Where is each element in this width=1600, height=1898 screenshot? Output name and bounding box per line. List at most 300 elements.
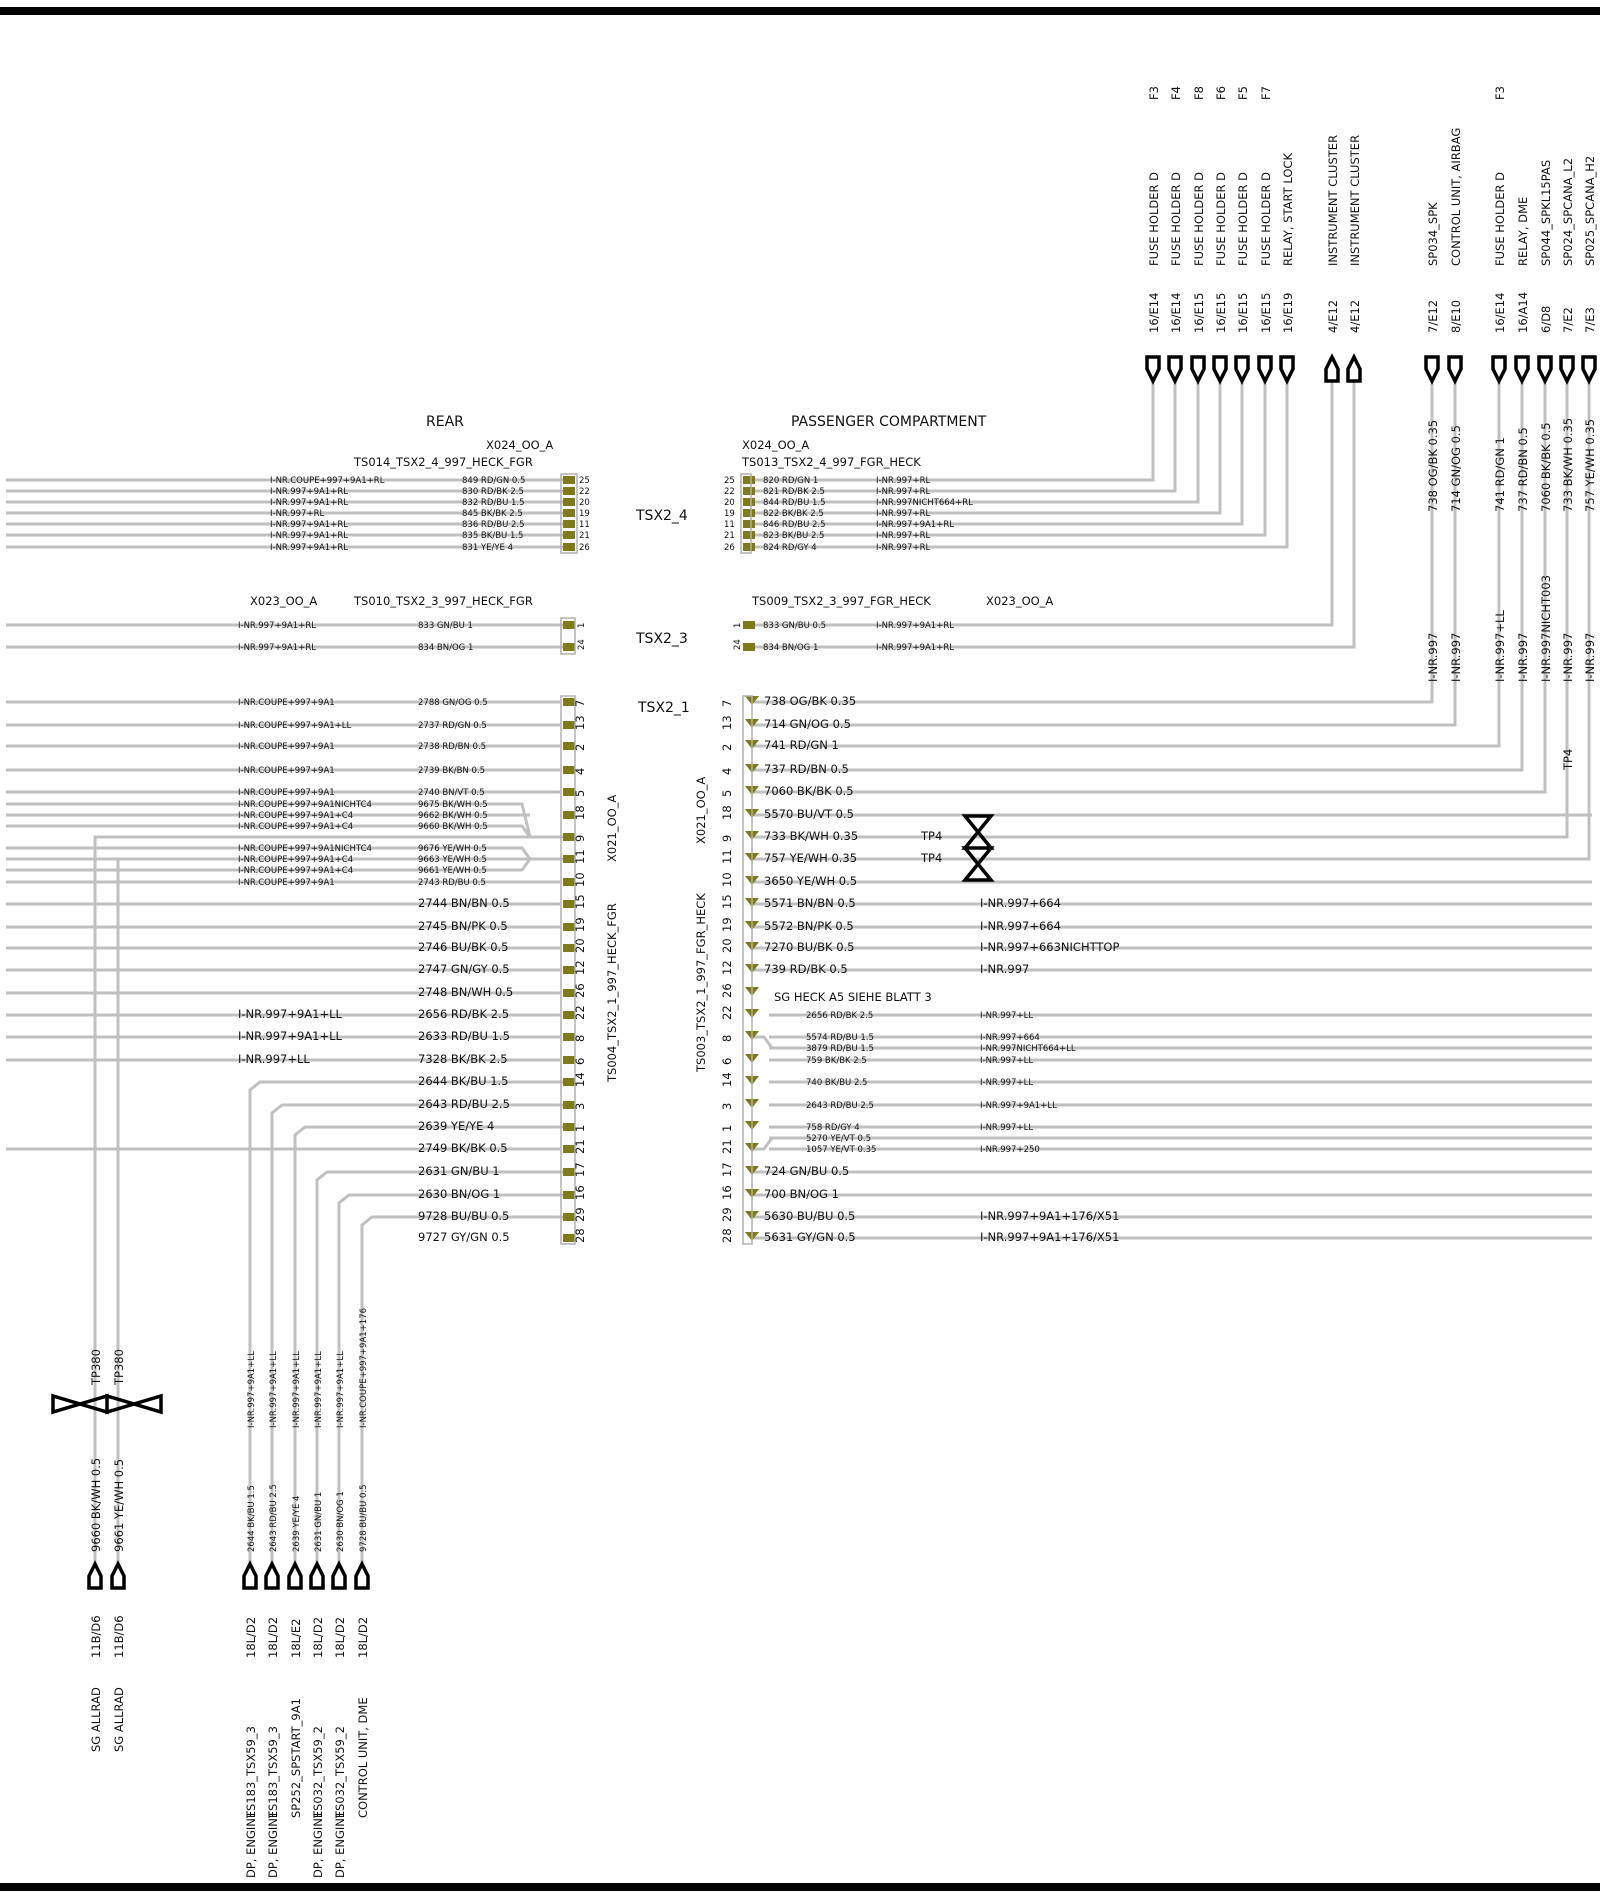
connector-pointer-down-icon [1192, 357, 1204, 381]
tsx2-1-right-inr-label: I-NR.997+9A1+LL [980, 1101, 1057, 1111]
tsx2-1-right-wire-label: 5572 BN/PK 0.5 [764, 919, 854, 933]
bottom-dest-name: TS183_TSX59_3 [266, 1726, 280, 1818]
tsx2-1-right-inr-label: I-NR.997+LL [980, 1078, 1034, 1088]
tsx2-1-left-pin-label: 21 [573, 1139, 587, 1154]
bottom-dest-name: SP252_SPSTART_9A1 [289, 1698, 303, 1818]
tsx2-4-right-pin-label: 19 [724, 509, 735, 519]
connector-pointer-down-icon [1426, 357, 1438, 381]
tsx2-1-right-inr-label: I-NR.997+664 [980, 896, 1061, 910]
tsx2-1-left-pin-label: 6 [573, 1057, 587, 1065]
bottom-wire-label: 9660 BK/WH 0.5 [89, 1457, 103, 1552]
tsx2-1-left-pin-label: 12 [573, 960, 587, 975]
bottom-engine-wire [362, 1217, 565, 1565]
tsx2-1-right-wire [754, 381, 1455, 725]
tsx2-4-left-inr-label: I-NR.COUPE+997+9A1+RL [270, 476, 385, 486]
tsx2-1-left-inr-label: I-NR.997+LL [238, 1052, 310, 1066]
tsx2-1-right-wire-label: 757 YE/WH 0.35 [764, 851, 858, 865]
tsx2-1-right-wire-label: 758 RD/GY 4 [806, 1123, 860, 1133]
tsx2-4-left-inr-label: I-NR.997+RL [270, 509, 325, 519]
tsx2-1-left-splice [510, 859, 530, 870]
bottom-dest-name: TS032_TSX59_2 [333, 1726, 347, 1818]
tsx2-1-left-pin-label: 16 [573, 1185, 587, 1200]
tsx2-1-left-pin-label: 18 [573, 805, 587, 820]
connector-pointer-down-icon [1539, 357, 1551, 381]
tsx2-1-right-pin-label: 4 [720, 767, 734, 775]
tsx2-1-right-pin-label: 16 [720, 1185, 734, 1200]
tsx2-1-right-inr-label: I-NR.997 [980, 962, 1030, 976]
tsx2-1-right-pin-label: 18 [720, 805, 734, 820]
top-wire-color-label: 733 BK/WH 0.35 [1561, 417, 1575, 512]
tsx2-4-right-pin-label: 11 [724, 520, 735, 530]
tsx2-4-left-pin-label: 20 [579, 498, 590, 508]
tsx2-1-left-pin-label: 15 [573, 894, 587, 909]
top-dest-name: FUSE HOLDER D [1192, 172, 1206, 266]
tsx2-1-right-pin-label: 2 [720, 743, 734, 751]
top-dest-name: FUSE HOLDER D [1214, 172, 1228, 266]
x021-left-label: X021_OO_A [605, 794, 619, 862]
tp380-label: TP380 [89, 1349, 103, 1385]
top-dest-name: FUSE HOLDER D [1147, 172, 1161, 266]
tsx2-4-left-wire-label: 832 RD/BU 1.5 [462, 498, 525, 508]
tsx2-1-left-inr-label: I-NR.COUPE+997+9A1 [238, 788, 335, 798]
tsx2-1-right-wire-label: 740 BK/BU 2.5 [806, 1078, 868, 1088]
bottom-inr-label: I-NR.997+9A1+LL [269, 1351, 279, 1428]
connector-pointer-down-icon [1236, 357, 1248, 381]
tsx2-1-right-wire [754, 381, 1522, 770]
tsx2-1-right-wire-label: 2643 RD/BU 2.5 [806, 1101, 874, 1111]
tsx2-1-left-wire-label: 2739 BK/BN 0.5 [418, 766, 486, 776]
tsx2-1-left-wire-label: 7328 BK/BK 2.5 [418, 1052, 508, 1066]
connector-pointer-down-icon [1449, 357, 1461, 381]
x023-left-label: X023_OO_A [250, 594, 318, 608]
tsx2-1-right-wire-label: 5574 RD/BU 1.5 [806, 1033, 874, 1043]
tsx2-1-right-inr-label: I-NR.997NICHT664+LL [980, 1044, 1076, 1054]
tsx2-4-left-wire-label: 849 RD/GN 0.5 [462, 476, 526, 486]
tsx2-1-right-pin-label: 19 [720, 917, 734, 932]
tsx2-1-left-wire-label: 9675 BK/WH 0.5 [418, 800, 488, 810]
bottom-inr-label: I-NR.COUPE+997+9A1+176 [359, 1307, 369, 1428]
top-dest-ref: 16/E15 [1259, 292, 1273, 333]
tsx2-3-right-pin [743, 621, 755, 629]
tsx2-1-right-wire-label: 3650 YE/WH 0.5 [764, 874, 858, 888]
tsx2-1-left-pin-label: 7 [573, 699, 587, 707]
bottom-dest-prefix: DP, ENGINE [333, 1810, 347, 1878]
tsx2-1-left-pin-label: 22 [573, 1005, 587, 1020]
tsx2-1-right-pin-label: 29 [720, 1207, 734, 1222]
tsx2-4-right-wire-label: 846 RD/BU 2.5 [763, 520, 826, 530]
tsx2-4-left-pin [563, 520, 575, 528]
tsx2-1-right-wire-label: 7270 BU/BK 0.5 [764, 940, 855, 954]
bottom-dest-name: TS032_TSX59_2 [311, 1726, 325, 1818]
tsx2-1-right-pin-label: 10 [720, 872, 734, 887]
tsx2-1-right-inr-label: I-NR.997+664 [980, 1033, 1040, 1043]
tsx2-4-right-wire [745, 381, 1175, 491]
tsx2-1-left-wire-label: 2745 BN/PK 0.5 [418, 919, 508, 933]
tsx2-3-right-inr-label: I-NR.997+9A1+RL [876, 621, 954, 631]
top-fuse-label: F6 [1214, 86, 1228, 100]
tsx2-1-right-pin-label: 7 [720, 699, 734, 707]
connector-pointer-up-icon [89, 1564, 101, 1588]
tsx2-3-left-pin-label: 24 [577, 639, 587, 650]
tsx2-1-right-wire-label: 5631 GY/GN 0.5 [764, 1230, 856, 1244]
top-fuse-label: F3 [1493, 86, 1507, 100]
x024-right-label: X024_OO_A [742, 438, 810, 452]
tsx2-1-right-wire-label: 1057 YE/VT 0.35 [806, 1145, 877, 1155]
tsx2-4-left-pin [563, 543, 575, 551]
tsx2-4-left-wire-label: 830 RD/BK 2.5 [462, 487, 524, 497]
tsx2-3-label: TSX2_3 [636, 631, 688, 647]
tsx2-1-left-pin-label: 10 [573, 872, 587, 887]
bottom-wire-label: 2631 GN/BU 1 [314, 1491, 324, 1552]
top-wire-inr-label: I-NR.997 [1516, 632, 1530, 682]
ts013-label: TS013_TSX2_4_997_FGR_HECK [742, 455, 921, 469]
tsx2-1-right-pin-label: 3 [720, 1102, 734, 1110]
tsx2-4-right-inr-label: I-NR.997+RL [876, 531, 931, 541]
tsx2-4-right-inr-label: I-NR.997NICHT664+RL [876, 498, 973, 508]
tsx2-1-left-pin-label: 9 [573, 834, 587, 842]
tsx2-1-left-inr-label: I-NR.COUPE+997+9A1 [238, 698, 335, 708]
tsx2-3-right-wire-label: 834 BN/OG 1 [763, 643, 819, 653]
tsx2-1-left-inr-label: I-NR.COUPE+997+9A1NICHTC4 [238, 800, 372, 810]
tsx2-4-left-inr-label: I-NR.997+9A1+RL [270, 520, 348, 530]
tp380-label: TP380 [112, 1349, 126, 1385]
tsx2-1-left-pin-label: 17 [573, 1162, 587, 1177]
bottom-dest-name: TS183_TSX59_3 [244, 1726, 258, 1818]
tsx2-1-left-wire-label: 9660 BK/WH 0.5 [418, 822, 488, 832]
top-dest-name: FUSE HOLDER D [1259, 172, 1273, 266]
ts003-label: TS003_TSX2_1_997_FGR_HECK [694, 893, 708, 1072]
top-dest-name: CONTROL UNIT, AIRBAG [1449, 127, 1463, 266]
top-dest-name: FUSE HOLDER D [1236, 172, 1250, 266]
bottom-dest-prefix: DP, ENGINE [266, 1810, 280, 1878]
tsx2-3-left-pin-label: 1 [577, 622, 587, 628]
tsx2-4-right-inr-label: I-NR.997+9A1+RL [876, 520, 954, 530]
tsx2-4-left-wire-label: 835 BK/BU 1.5 [462, 531, 524, 541]
tsx2-4-left-pin-label: 25 [579, 476, 590, 486]
connector-pointer-down-icon [1516, 357, 1528, 381]
tsx2-1-right-wire-label: 724 GN/BU 0.5 [764, 1164, 850, 1178]
top-fuse-label: F4 [1169, 86, 1183, 100]
tsx2-1-left-wire-label: 2788 GN/OG 0.5 [418, 698, 488, 708]
top-wire-inr-label: I-NR.997 [1561, 632, 1575, 682]
tsx2-1-left-pin-label: 4 [573, 767, 587, 775]
x023-right-label: X023_OO_A [986, 594, 1054, 608]
bottom-dest-name: SG ALLRAD [112, 1687, 126, 1752]
tsx2-1-left-pin-label: 26 [573, 983, 587, 998]
tsx2-4-left-pin [563, 498, 575, 506]
tsx2-4-right-pin-label: 21 [724, 531, 735, 541]
bottom-wire-label: 2643 RD/BU 2.5 [269, 1484, 279, 1552]
tsx2-4-label: TSX2_4 [636, 508, 688, 524]
tsx2-1-right-pin-label: 13 [720, 715, 734, 730]
tsx2-1-left-wire-label: 2747 GN/GY 0.5 [418, 962, 510, 976]
tsx2-4-left-pin-label: 26 [579, 543, 590, 553]
tp380-splice-icon [53, 1396, 161, 1412]
top-wire-color-label: 741 RD/GN 1 [1493, 437, 1507, 512]
top-fuse-label: F3 [1147, 86, 1161, 100]
bottom-dest-ref: 11B/D6 [112, 1615, 126, 1658]
tsx2-1-left-wire-label: 2656 RD/BK 2.5 [418, 1007, 510, 1021]
bottom-dest-ref: 11B/D6 [89, 1615, 103, 1658]
tsx2-3-left-inr-label: I-NR.997+9A1+RL [238, 643, 316, 653]
tsx2-1-right-wire-label: 738 OG/BK 0.35 [764, 694, 857, 708]
tsx2-1-right-inr-label: I-NR.997+LL [980, 1123, 1034, 1133]
top-wire-color-label: 757 YE/WH 0.35 [1583, 418, 1597, 512]
tsx2-1-right-wire [754, 381, 1499, 746]
top-fuse-label: F7 [1259, 86, 1273, 100]
tsx2-4-right-pin [743, 520, 755, 528]
tsx2-1-right-pin-label: 22 [720, 1005, 734, 1020]
tsx2-1-left-inr-label: I-NR.COUPE+997+9A1+C4 [238, 855, 354, 865]
bottom-dest-ref: 18L/E2 [289, 1618, 303, 1658]
top-dest-ref: 16/E14 [1147, 292, 1161, 333]
connector-pointer-down-icon [1214, 357, 1226, 381]
sg-heck-note: SG HECK A5 SIEHE BLATT 3 [774, 990, 932, 1004]
bottom-dest-ref: 18L/D2 [356, 1616, 370, 1658]
connector-pointer-down-icon [1259, 357, 1271, 381]
tp4-label: TP4 [921, 829, 943, 843]
tsx2-1-right-pin-label: 15 [720, 894, 734, 909]
tsx2-1-left-wire-label: 9662 BK/WH 0.5 [418, 811, 488, 821]
bottom-inr-label: I-NR.997+9A1+LL [314, 1351, 324, 1428]
top-dest-ref: 16/E14 [1493, 292, 1507, 333]
connector-pointer-up-icon [289, 1564, 301, 1588]
tsx2-3-left-wire-label: 833 GN/BU 1 [418, 621, 473, 631]
tsx2-1-right-inr-label: I-NR.997+250 [980, 1145, 1040, 1155]
top-dest-name: SP025_SPCANA_H2 [1583, 155, 1597, 266]
tsx2-4-right-inr-label: I-NR.997+RL [876, 476, 931, 486]
bottom-dest-prefix: DP, ENGINE [244, 1810, 258, 1878]
tsx2-4-right-wire-label: 844 RD/BU 1.5 [763, 498, 826, 508]
tsx2-4-left-wire-label: 845 BK/BK 2.5 [462, 509, 523, 519]
top-wire-inr-label: I-NR.997 [1426, 632, 1440, 682]
top-dest-name: RELAY, START LOCK [1281, 153, 1295, 266]
tsx2-1-left-pin-label: 28 [573, 1228, 587, 1243]
tsx2-1-left-pin-label: 20 [573, 938, 587, 953]
top-dest-name: INSTRUMENT CLUSTER [1326, 134, 1340, 266]
tsx2-1-right-pin-label: 6 [720, 1057, 734, 1065]
tsx2-4-left-wire-label: 836 RD/BU 2.5 [462, 520, 525, 530]
connector-pointer-up-icon [112, 1564, 124, 1588]
bottom-wire-label: 9661 YE/WH 0.5 [112, 1458, 126, 1552]
tsx2-4-right-wire-label: 822 BK/BK 2.5 [763, 509, 824, 519]
tsx2-1-left-inr-label: I-NR.997+9A1+LL [238, 1007, 342, 1021]
top-dest-ref: 4/E12 [1326, 299, 1340, 333]
top-dest-ref: 16/E15 [1214, 292, 1228, 333]
bottom-wire-label: 2639 YE/YE 4 [292, 1495, 302, 1552]
tsx2-1-right-pin-label: 12 [720, 960, 734, 975]
bottom-dest-ref: 18L/D2 [244, 1616, 258, 1658]
tsx2-4-right-pin [743, 498, 755, 506]
tsx2-4-right-inr-label: I-NR.997+RL [876, 509, 931, 519]
tsx2-1-left-wire-label: 2746 BU/BK 0.5 [418, 940, 509, 954]
tsx2-1-right-wire-label: 733 BK/WH 0.35 [764, 829, 859, 843]
tsx2-3-left-pin [563, 621, 575, 629]
tsx2-4-right-wire-label: 823 BK/BU 2.5 [763, 531, 825, 541]
tp4-label: TP4 [921, 851, 943, 865]
tsx2-1-left-inr-label: I-NR.COUPE+997+9A1 [238, 742, 335, 752]
tsx2-1-right-wire [754, 381, 1589, 859]
tsx2-1-right-wire-label: 5270 YE/VT 0.5 [806, 1134, 871, 1144]
tsx2-1-left-wire-label: 9728 BU/BU 0.5 [418, 1209, 510, 1223]
connector-pointer-down-icon [1561, 357, 1573, 381]
bottom-dest-ref: 18L/D2 [333, 1616, 347, 1658]
top-wire-inr-label: I-NR.997 [1449, 632, 1463, 682]
tsx2-4-left-pin-label: 21 [579, 531, 590, 541]
tsx2-1-right-wire-label: 5571 BN/BN 0.5 [764, 896, 856, 910]
tsx2-3-left-pin [563, 643, 575, 651]
tsx2-4-left-inr-label: I-NR.997+9A1+RL [270, 487, 348, 497]
top-wire-color-label: 714 GN/OG 0.5 [1449, 425, 1463, 512]
tsx2-1-right-pin-label: 21 [720, 1139, 734, 1154]
tsx2-1-right-pin-label: 17 [720, 1162, 734, 1177]
tsx2-1-left-inr-label: I-NR.COUPE+997+9A1NICHTC4 [238, 844, 372, 854]
bottom-dest-name: CONTROL UNIT, DME [356, 1697, 370, 1818]
tsx2-1-left-wire-label: 2633 RD/BU 1.5 [418, 1029, 510, 1043]
tsx2-1-left-inr-label: I-NR.COUPE+997+9A1+LL [238, 721, 352, 731]
tsx2-4-right-pin [743, 509, 755, 517]
tsx2-4-right-wire-label: 821 RD/BK 2.5 [763, 487, 825, 497]
tp4-label: TP4 [1561, 748, 1575, 770]
tsx2-4-left-pin-label: 22 [579, 487, 590, 497]
tsx2-1-left-pin-label: 8 [573, 1034, 587, 1042]
tsx2-4-left-pin [563, 531, 575, 539]
top-dest-ref: 6/D8 [1539, 305, 1553, 333]
tsx2-4-right-pin [743, 487, 755, 495]
tsx2-1-right-wire-label: 5630 BU/BU 0.5 [764, 1209, 856, 1223]
labels-layer [89, 86, 1597, 1878]
tsx2-1-right-wire-label: 7060 BK/BK 0.5 [764, 784, 854, 798]
tsx2-1-right-pin-label: 5 [720, 789, 734, 797]
tsx2-1-left-wire-label: 2643 RD/BU 2.5 [418, 1097, 510, 1111]
tsx2-4-left-inr-label: I-NR.997+9A1+RL [270, 498, 348, 508]
tsx2-1-right-inr-label: I-NR.997+663NICHTTOP [980, 940, 1120, 954]
tsx2-1-right-inr-label: I-NR.997+9A1+176/X51 [980, 1209, 1120, 1223]
tsx2-1-right-pin-label: 28 [720, 1228, 734, 1243]
tsx2-1-right-wire-label: 3879 RD/BU 1.5 [806, 1044, 874, 1054]
connector-pointer-up-icon [1326, 357, 1338, 381]
tsx2-3-left-inr-label: I-NR.997+9A1+RL [238, 621, 316, 631]
top-dest-ref: 16/E19 [1281, 292, 1295, 333]
bottom-inr-label: I-NR.997+9A1+LL [247, 1351, 257, 1428]
tsx2-4-left-inr-label: I-NR.997+9A1+RL [270, 531, 348, 541]
tsx2-4-left-pin [563, 509, 575, 517]
x024-left-label: X024_OO_A [486, 438, 554, 452]
bottom-dest-ref: 18L/D2 [311, 1616, 325, 1658]
x021-right-label: X021_OO_A [694, 776, 708, 844]
tsx2-4-left-pin-label: 19 [579, 509, 590, 519]
top-dest-name: SP044_SPKL15PAS [1539, 159, 1553, 266]
tp4-splice-icon [965, 816, 991, 880]
tsx2-1-left-wire-label: 9663 YE/WH 0.5 [418, 855, 487, 865]
tsx2-1-left-wire-label: 9676 YE/WH 0.5 [418, 844, 487, 854]
connector-pointer-down-icon [1147, 357, 1159, 381]
tsx2-1-right-wire-label: 714 GN/OG 0.5 [764, 717, 851, 731]
top-dest-ref: 16/E14 [1169, 292, 1183, 333]
bottom-engine-wire [250, 1082, 565, 1565]
tsx2-1-left-pin-label: 29 [573, 1207, 587, 1222]
tsx2-1-left-pin-label: 2 [573, 743, 587, 751]
tsx2-1-left-inr-label: I-NR.997+9A1+LL [238, 1029, 342, 1043]
tsx2-1-right-wire-label: 5570 BU/VT 0.5 [764, 807, 854, 821]
section-rear-label: REAR [426, 414, 464, 430]
connector-pointer-down-icon [1169, 357, 1181, 381]
tsx2-4-right-pin-label: 25 [724, 476, 735, 486]
top-fuse-label: F5 [1236, 86, 1250, 100]
bottom-engine-wire [339, 1195, 565, 1565]
connector-pointer-up-icon [266, 1564, 278, 1588]
tsx2-1-right-inr-label: I-NR.997+LL [980, 1011, 1034, 1021]
bottom-wire-label: 2630 BN/OG 1 [336, 1491, 346, 1552]
tsx2-1-right-inr-label: I-NR.997+664 [980, 919, 1061, 933]
tsx2-1-left-inr-label: I-NR.COUPE+997+9A1+C4 [238, 866, 354, 876]
tsx2-4-right-pin [743, 531, 755, 539]
tsx2-1-right-splice [752, 1037, 772, 1048]
top-dest-ref: 4/E12 [1348, 299, 1362, 333]
tsx2-1-left-wire-label: 9661 YE/WH 0.5 [418, 866, 487, 876]
top-dest-name: RELAY, DME [1516, 196, 1530, 266]
top-wire-color-label: 738 OG/BK 0.35 [1426, 419, 1440, 512]
tsx2-1-left-wire-label: 9727 GY/GN 0.5 [418, 1230, 510, 1244]
tsx2-1-left-inr-label: I-NR.COUPE+997+9A1 [238, 878, 335, 888]
top-fuse-label: F8 [1192, 86, 1206, 100]
tsx2-1-left-inr-label: I-NR.COUPE+997+9A1+C4 [238, 822, 354, 832]
connector-pointer-up-icon [333, 1564, 345, 1588]
tsx2-1-left-pin-label: 1 [573, 1124, 587, 1132]
bottom-inr-label: I-NR.997+9A1+LL [336, 1351, 346, 1428]
top-dest-name: SP024_SPCANA_L2 [1561, 157, 1575, 266]
tsx2-4-right-pin [743, 476, 755, 484]
ts009-label: TS009_TSX2_3_997_FGR_HECK [752, 594, 931, 608]
top-dest-name: INSTRUMENT CLUSTER [1348, 134, 1362, 266]
connector-pointer-down-icon [1281, 357, 1293, 381]
tsx2-1-left-pin-label: 19 [573, 917, 587, 932]
tsx2-1-left-wire-label: 2740 BN/VT 0.5 [418, 788, 485, 798]
tsx2-4-left-pin-label: 11 [579, 520, 590, 530]
tsx2-1-right-pin-label: 9 [720, 834, 734, 842]
top-wire-inr-label: I-NR.997 [1583, 632, 1597, 682]
bottom-inr-label: I-NR.997+9A1+LL [292, 1351, 302, 1428]
connector-pointer-up-icon [311, 1564, 323, 1588]
bottom-dest-name: SG ALLRAD [89, 1687, 103, 1752]
tsx2-4-right-wire-label: 824 RD/GY 4 [763, 543, 817, 553]
tsx2-1-right-wire-label: 759 BK/BK 2.5 [806, 1056, 867, 1066]
tsx2-1-left-pin-label: 3 [573, 1102, 587, 1110]
tsx2-3-right-pin-label: 1 [733, 622, 743, 628]
top-wire-color-label: 7060 BK/BK 0.5 [1539, 422, 1553, 512]
top-wire-color-label: 737 RD/BN 0.5 [1516, 427, 1530, 512]
tsx2-1-right-inr-label: I-NR.997+9A1+176/X51 [980, 1230, 1120, 1244]
tsx2-3-right-pin [743, 643, 755, 651]
tsx2-1-left-pin-label: 5 [573, 789, 587, 797]
tsx2-1-right-wire-label: 2656 RD/BK 2.5 [806, 1011, 874, 1021]
tsx2-1-right-wire-label: 741 RD/GN 1 [764, 738, 839, 752]
top-dest-ref: 7/E3 [1583, 307, 1597, 333]
top-dest-ref: 8/E10 [1449, 299, 1463, 333]
top-dest-ref: 7/E12 [1426, 299, 1440, 333]
tsx2-1-left-inr-label: I-NR.COUPE+997+9A1+C4 [238, 811, 354, 821]
tsx2-1-left-wire-label: 2737 RD/GN 0.5 [418, 721, 487, 731]
tsx2-4-left-pin [563, 487, 575, 495]
section-passenger-label: PASSENGER COMPARTMENT [791, 414, 987, 430]
tsx2-1-left-wire-label: 2644 BK/BU 1.5 [418, 1074, 509, 1088]
tsx2-1-right-pin-label: 20 [720, 938, 734, 953]
tsx2-1-left-wire-label: 2748 BN/WH 0.5 [418, 985, 514, 999]
tsx2-1-left-wire-label: 2744 BN/BN 0.5 [418, 896, 510, 910]
bottom-dest-ref: 18L/D2 [266, 1616, 280, 1658]
tsx2-4-right-inr-label: I-NR.997+RL [876, 487, 931, 497]
top-dest-name: SP034_SPK [1426, 202, 1440, 266]
